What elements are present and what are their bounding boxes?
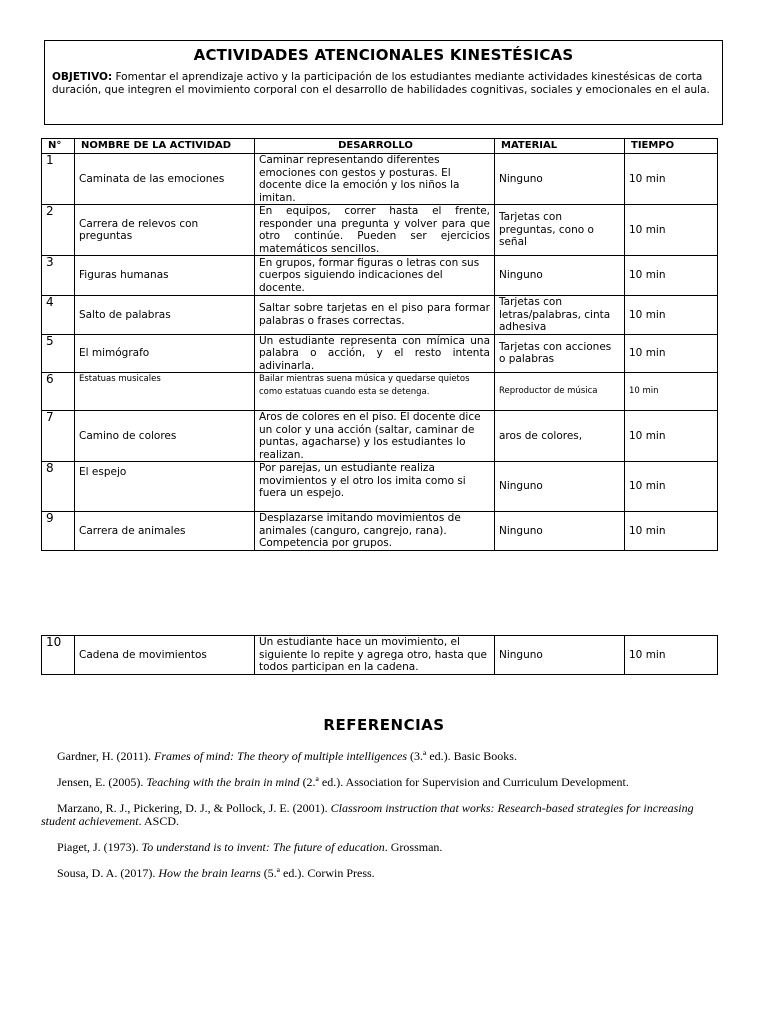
row-name: Caminata de las emociones xyxy=(75,154,255,205)
row-num: 6 xyxy=(42,373,75,411)
table-row xyxy=(42,256,718,296)
row-material: Ninguno xyxy=(495,154,625,205)
row-num: 3 xyxy=(42,256,75,296)
row-time: 10 min xyxy=(625,205,718,256)
header-material: MATERIAL xyxy=(495,139,625,154)
header-num: N° xyxy=(42,139,75,154)
objective-label: OBJETIVO: xyxy=(52,71,113,83)
row-time: 10 min xyxy=(625,256,718,296)
row-num: 10 xyxy=(42,636,75,675)
row-material: Ninguno xyxy=(495,636,625,675)
reference-item: Gardner, H. (2011). Frames of mind: The theory of multiple intelligences (3.ª ed.). Basic Books. xyxy=(57,749,517,763)
reference-item: Piaget, J. (1973). To understand is to invent: The future of education. Grossman. xyxy=(57,840,443,854)
table-row xyxy=(42,512,718,551)
table-row xyxy=(42,296,718,335)
row-material: Reproductor de música xyxy=(495,373,625,411)
header-name: NOMBRE DE LA ACTIVIDAD xyxy=(75,139,255,154)
row-development: Por parejas, un estudiante realiza movimientos y el otro los imita como si fuera un espejo. xyxy=(255,462,495,512)
row-num: 9 xyxy=(42,512,75,551)
row-name: Estatuas musicales xyxy=(75,373,255,411)
document-title: ACTIVIDADES ATENCIONALES KINESTÉSICAS xyxy=(193,46,574,64)
row-development: En equipos, correr hasta el frente, responder una pregunta y volver para que otro continúe. Pueden ser ejercicios matemáticos sencillos. xyxy=(255,205,495,256)
row-name: Salto de palabras xyxy=(75,296,255,335)
row-time: 10 min xyxy=(625,154,718,205)
reference-item: Jensen, E. (2005). Teaching with the brain in mind (2.ª ed.). Association for Supervision and Curriculum Development. xyxy=(57,775,629,789)
row-name: El espejo xyxy=(75,462,255,512)
header-development: DESARROLLO xyxy=(255,139,495,154)
reference-item: Sousa, D. A. (2017). How the brain learns (5.ª ed.). Corwin Press. xyxy=(57,866,375,880)
table-header-row xyxy=(42,139,718,154)
row-name: Carrera de relevos con preguntas xyxy=(75,205,255,256)
row-material: Tarjetas con preguntas, cono o señal xyxy=(495,205,625,256)
objective-paragraph xyxy=(52,71,714,97)
row-material: Ninguno xyxy=(495,512,625,551)
row-time: 10 min xyxy=(625,512,718,551)
row-material: Ninguno xyxy=(495,256,625,296)
row-name: Carrera de animales xyxy=(75,512,255,551)
row-time: 10 min xyxy=(625,373,718,411)
reference-item: Marzano, R. J., Pickering, D. J., & Pollock, J. E. (2001). Classroom instruction that works: Research-based strategies for increasing student achievement. ASCD. xyxy=(41,801,694,828)
header-box xyxy=(44,40,723,125)
row-development: En grupos, formar figuras o letras con sus cuerpos siguiendo indicaciones del docente. xyxy=(255,256,495,296)
row-time: 10 min xyxy=(625,411,718,462)
row-num: 5 xyxy=(42,334,75,373)
table-row xyxy=(42,373,718,411)
references-list xyxy=(41,750,721,893)
row-material: Tarjetas con letras/palabras, cinta adhesiva xyxy=(495,296,625,335)
table-row xyxy=(42,205,718,256)
row-num: 8 xyxy=(42,462,75,512)
row-name: Figuras humanas xyxy=(75,256,255,296)
row-development: Bailar mientras suena música y quedarse quietos como estatuas cuando esta se detenga. xyxy=(255,373,495,411)
row-num: 7 xyxy=(42,411,75,462)
activities-table-continued xyxy=(41,635,718,675)
references-title: REFERENCIAS xyxy=(323,716,445,734)
table-row xyxy=(42,154,718,205)
row-development: Aros de colores en el piso. El docente dice un color y una acción (saltar, caminar de puntas, agacharse) y los estudiantes lo realizan. xyxy=(255,411,495,462)
header-time: TIEMPO xyxy=(625,139,718,154)
table-row xyxy=(42,411,718,462)
row-name: Cadena de movimientos xyxy=(75,636,255,675)
row-development: Saltar sobre tarjetas en el piso para formar palabras o frases correctas. xyxy=(255,296,495,335)
row-development: Desplazarse imitando movimientos de animales (canguro, cangrejo, rana). Competencia por grupos. xyxy=(255,512,495,551)
row-time: 10 min xyxy=(625,462,718,512)
row-development: Caminar representando diferentes emociones con gestos y posturas. El docente dice la emoción y los niños la imitan. xyxy=(255,154,495,205)
table-row xyxy=(42,636,718,675)
activities-table xyxy=(41,138,718,551)
row-material: Tarjetas con acciones o palabras xyxy=(495,334,625,373)
row-material: Ninguno xyxy=(495,462,625,512)
row-num: 4 xyxy=(42,296,75,335)
row-material: aros de colores, xyxy=(495,411,625,462)
row-name: El mimógrafo xyxy=(75,334,255,373)
row-development: Un estudiante representa con mímica una palabra o acción, y el resto intenta adivinarla. xyxy=(255,334,495,373)
row-num: 1 xyxy=(42,154,75,205)
table-row xyxy=(42,462,718,512)
objective-text: Fomentar el aprendizaje activo y la participación de los estudiantes mediante actividades kinestésicas de corta duración, que integren el movimiento corporal con el desarrollo de habilidades cognitivas, sociales y emocionales en el aula. xyxy=(52,71,710,96)
row-num: 2 xyxy=(42,205,75,256)
table-row xyxy=(42,334,718,373)
row-time: 10 min xyxy=(625,296,718,335)
row-time: 10 min xyxy=(625,334,718,373)
row-development: Un estudiante hace un movimiento, el siguiente lo repite y agrega otro, hasta que todos participan en la cadena. xyxy=(255,636,495,675)
row-time: 10 min xyxy=(625,636,718,675)
row-name: Camino de colores xyxy=(75,411,255,462)
